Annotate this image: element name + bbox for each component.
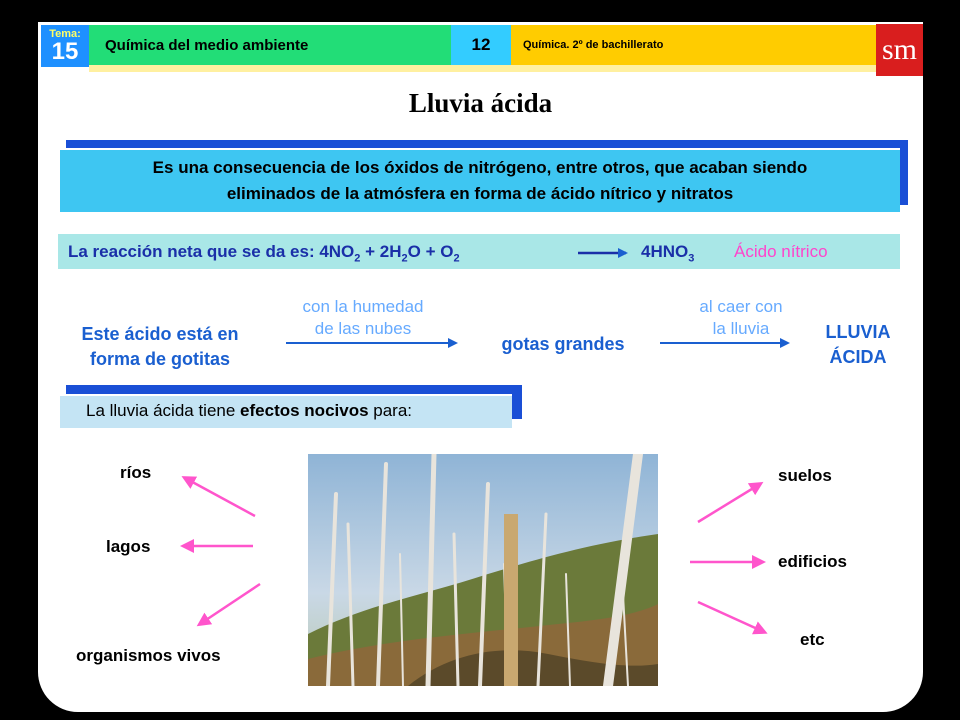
reaction-acid-name: Ácido nítrico	[734, 242, 828, 261]
flow-middle: gotas grandes	[501, 334, 625, 354]
effect-left-3: organismos vivos	[76, 646, 221, 665]
definition-line-2: eliminados de la atmósfera en forma de ácido nítrico y nitratos	[226, 184, 734, 203]
flow-end: LLUVIA ÁCIDA	[825, 322, 891, 367]
course-label: Química. 2º de bachillerato	[511, 25, 876, 65]
subject-title: Química del medio ambiente	[89, 25, 451, 65]
arrow-etc	[698, 602, 764, 632]
slide	[38, 22, 923, 712]
effects-box: La lluvia ácida tiene efectos nocivos para:	[58, 394, 512, 428]
flow-step-2-label: al caer con la lluvia	[699, 297, 783, 338]
effect-right-1: suelos	[778, 466, 832, 485]
flow-start: Este ácido está en forma de gotitas	[81, 324, 239, 369]
page-title: Lluvia ácida	[408, 88, 553, 118]
tema-label: Tema:	[49, 27, 81, 40]
sm-logo: sm	[876, 24, 923, 76]
flow-step-1-label: con la humedad de las nubes	[302, 297, 424, 338]
tema-number: 15	[51, 37, 79, 65]
effect-right-2: edificios	[778, 552, 847, 571]
unit-number: 12	[451, 25, 511, 65]
reaction-product: $4HNO_3$	[641, 242, 695, 265]
definition-line-1: Es una consecuencia de los óxidos de nitrógeno, entre otros, que acaban siendo	[152, 158, 808, 177]
reaction-equation: La reacción neta que se da es: $4NO_2 + 2H_2O + O_2$	[68, 242, 460, 265]
arrow-organismos	[200, 584, 260, 624]
arrow-suelos	[698, 484, 760, 522]
arrow-rios	[185, 478, 255, 516]
arrows-layer	[38, 22, 923, 712]
effect-left-2: lagos	[106, 537, 151, 556]
effect-right-3: etc	[800, 630, 825, 649]
effect-left-1: ríos	[120, 463, 152, 482]
